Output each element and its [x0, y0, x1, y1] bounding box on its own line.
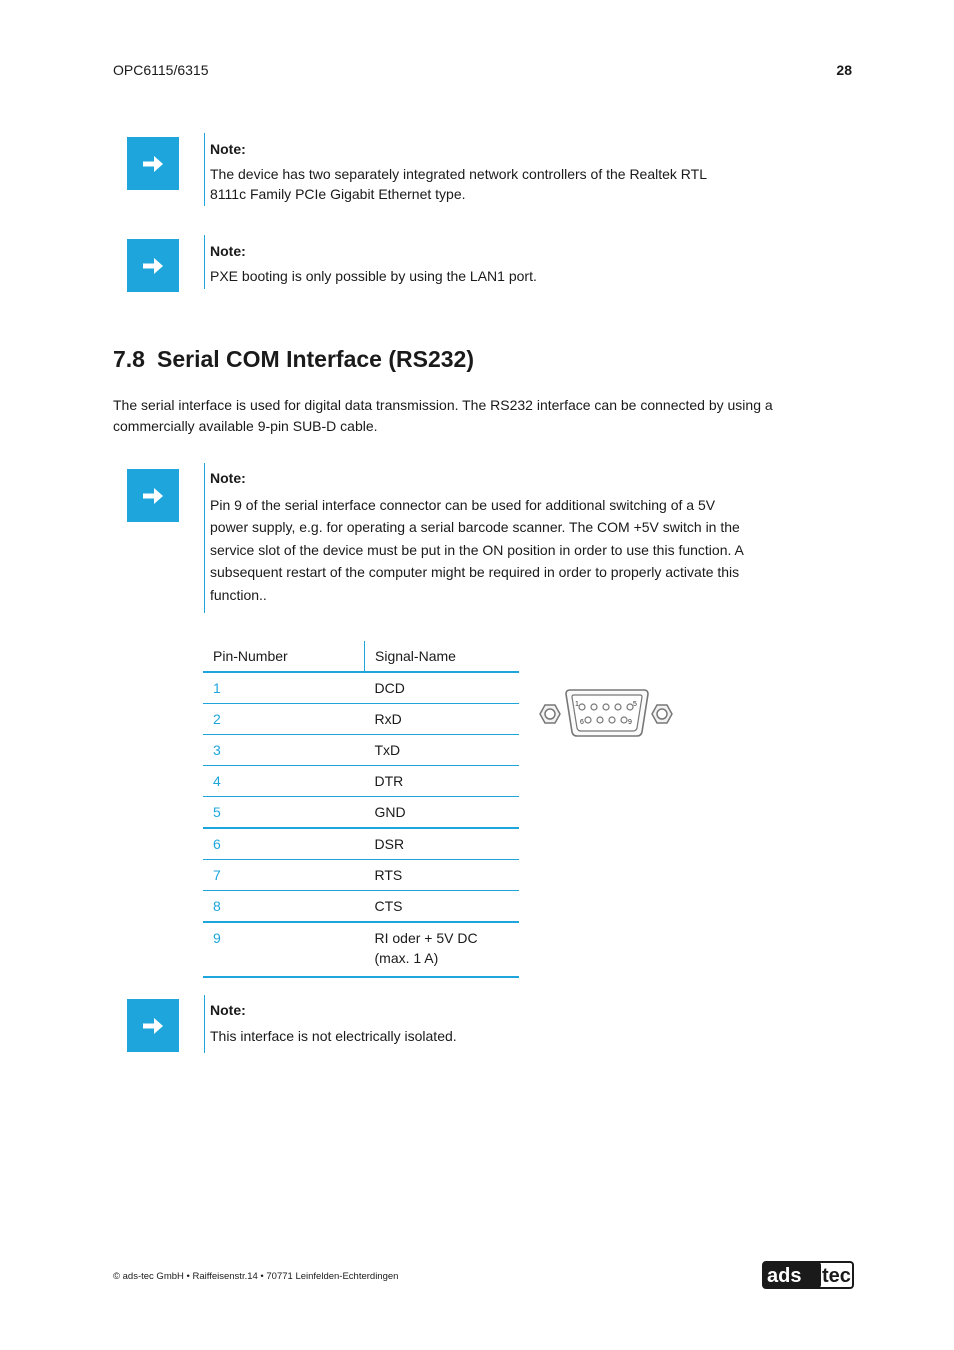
signal-name: RxD	[365, 704, 520, 735]
table-row	[203, 891, 519, 923]
signal-name: GND	[365, 797, 520, 829]
pin1-label: 1	[575, 701, 579, 708]
logo-text-right: tec	[822, 1265, 851, 1287]
logo-text-left: ads	[767, 1265, 802, 1287]
ads-tec-logo	[762, 1261, 854, 1292]
section-intro: The serial interface is used for digital data transmission. The RS232 interface can be connected by using a commercially available 9-pin SUB-D cable.	[113, 397, 773, 434]
note-divider	[204, 235, 205, 289]
arrow-right-icon	[127, 469, 179, 522]
note-title: Note:	[210, 470, 246, 486]
note-divider	[204, 995, 205, 1053]
pin-number: 5	[203, 797, 365, 829]
signal-name-line1: RI oder + 5V DC	[374, 930, 478, 946]
note-divider	[204, 463, 205, 613]
table-row	[203, 766, 519, 797]
document-title: OPC6115/6315	[113, 62, 209, 78]
column-header-signal: Signal-Name	[365, 641, 520, 672]
signal-name: DCD	[365, 672, 520, 704]
pin9-label: 9	[628, 719, 632, 726]
note-divider	[204, 133, 205, 206]
footer-copyright: © ads-tec GmbH • Raiffeisenstr.14 • 70771 Leinfelden-Echterdingen	[113, 1271, 399, 1282]
pin-assignment-table	[203, 641, 519, 978]
arrow-right-icon	[127, 239, 179, 292]
pin-number: 3	[203, 735, 365, 766]
left-hex-nut-icon	[540, 705, 560, 723]
arrow-right-icon	[127, 999, 179, 1052]
pin-number: 6	[203, 828, 365, 860]
table-row	[203, 860, 519, 891]
note-text: This interface is not electrically isolated.	[210, 1028, 457, 1044]
note-text: Pin 9 of the serial interface connector can be used for additional switching of a 5V power supply, e.g. for operating a serial barcode scanner. The COM +5V switch in the service slot of the device must be put in the ON position in order to use this function. A subsequent restart of the computer might be required in order to properly activate this function..	[210, 496, 744, 603]
db9-connector-illustration	[536, 686, 678, 745]
arrow-right-icon	[127, 137, 179, 190]
table-row	[203, 735, 519, 766]
note-title: Note:	[210, 141, 246, 157]
pin-number: 9	[203, 922, 365, 977]
table-header-row	[203, 641, 519, 672]
note-network-controllers	[127, 133, 767, 208]
section-title: Serial COM Interface (RS232)	[156, 346, 474, 372]
note-text: The device has two separately integrated network controllers of the Realtek RTL 8111c Family PCIe Gigabit Ethernet type.	[210, 165, 707, 202]
signal-name: DSR	[365, 828, 520, 860]
signal-name	[365, 922, 520, 977]
pin5-label: 5	[633, 701, 637, 708]
section-heading	[113, 346, 474, 373]
right-hex-nut-icon	[652, 705, 672, 723]
pin6-label: 6	[580, 719, 584, 726]
section-number: 7.8	[113, 346, 145, 372]
note-title: Note:	[210, 243, 246, 259]
column-header-pin: Pin-Number	[203, 641, 365, 672]
signal-name: CTS	[365, 891, 520, 923]
note-not-isolated	[127, 995, 767, 1055]
signal-name: RTS	[365, 860, 520, 891]
table-row	[203, 704, 519, 735]
note-text: PXE booting is only possible by using the LAN1 port.	[210, 267, 537, 284]
pin-number: 7	[203, 860, 365, 891]
signal-name-line2: (max. 1 A)	[374, 950, 439, 966]
signal-name: TxD	[365, 735, 520, 766]
page-number: 28	[836, 62, 852, 78]
note-pin9-power	[127, 463, 767, 615]
table-row	[203, 922, 519, 977]
table-row	[203, 828, 519, 860]
note-pxe-booting	[127, 235, 767, 295]
table-row	[203, 797, 519, 829]
pin-number: 8	[203, 891, 365, 923]
signal-name: DTR	[365, 766, 520, 797]
pin-number: 1	[203, 672, 365, 704]
pin-number: 2	[203, 704, 365, 735]
pin-number: 4	[203, 766, 365, 797]
table-row	[203, 672, 519, 704]
note-title: Note:	[210, 1002, 246, 1018]
